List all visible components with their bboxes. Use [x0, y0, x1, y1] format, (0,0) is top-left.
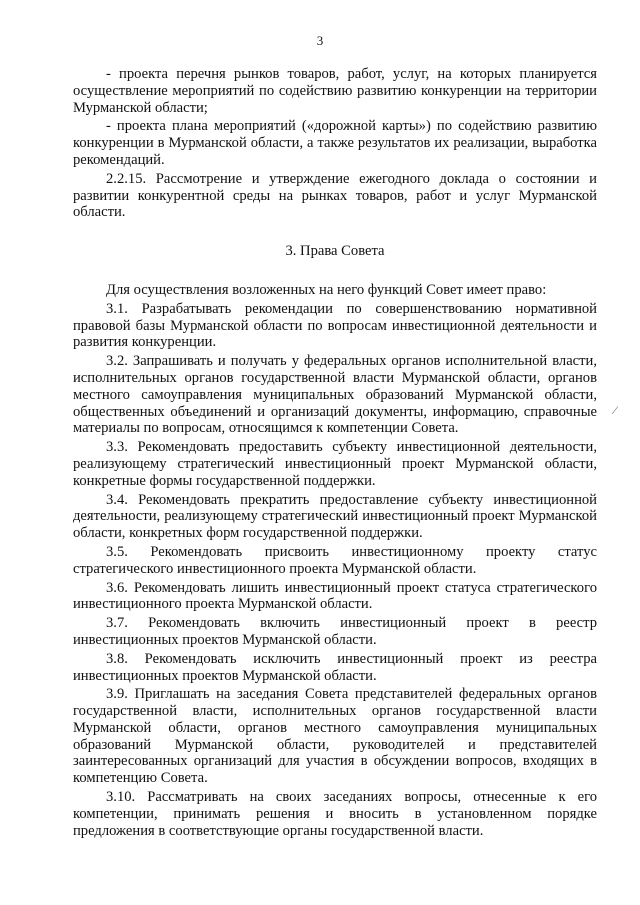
- right-3-9: 3.9. Приглашать на заседания Совета представителей федеральных органов государственной власти, исполнительных органов государственной власти Мурманской области, органов местного самоуправления муниципальных образований Мурманской области, руководителей и представителей заинтересованных организаций для участия в обсуждении вопросов, входящих в компетенцию Совета.: [73, 686, 597, 787]
- right-3-3: 3.3. Рекомендовать предоставить субъекту инвестиционной деятельности, реализующему стратегический инвестиционный проект Мурманской области, конкретные формы государственной поддержки.: [73, 439, 597, 489]
- paragraph-2-2-15: 2.2.15. Рассмотрение и утверждение ежегодного доклада о состоянии и развитии конкурентной среды на рынках товаров, работ и услуг Мурманской области.: [73, 170, 597, 221]
- right-3-7: 3.7. Рекомендовать включить инвестиционный проект в реестр инвестиционных проектов Мурманской области.: [73, 615, 597, 648]
- paragraph-intro: Для осуществления возложенных на него функций Совет имеет право:: [106, 281, 547, 298]
- right-3-5: 3.5. Рекомендовать присвоить инвестиционному проекту статус стратегического инвестиционного проекта Мурманской области.: [73, 543, 597, 577]
- paragraph-market-list: - проекта перечня рынков товаров, работ, услуг, на которых планируется осуществление мероприятий по содействию развитию конкуренции на территории Мурманской области;: [73, 66, 597, 116]
- page-number: 3: [316, 33, 324, 48]
- right-3-4: 3.4. Рекомендовать прекратить предоставление субъекту инвестиционной деятельности, реализующему стратегический инвестиционный проект Мурманской области, конкретных форм государственной поддержки.: [73, 491, 597, 542]
- document-body: [73, 64, 597, 839]
- right-3-2: 3.2. Запрашивать и получать у федеральных органов исполнительной власти, исполнительных органов государственной власти Мурманской области, органов местного самоуправления муниципальных образований Мурманской области, общественных объединений и организаций документы, информацию, справочные материалы по вопросам, относящимся к компетенции Совета.: [73, 353, 597, 437]
- right-3-6: 3.6. Рекомендовать лишить инвестиционный проект статуса стратегического инвестиционного проекта Мурманской области.: [73, 579, 597, 613]
- right-3-1: 3.1. Разрабатывать рекомендации по совершенствованию нормативной правовой базы Мурманской области по вопросам инвестиционной деятельности и развития конкуренции.: [73, 300, 597, 351]
- right-3-10: 3.10. Рассматривать на своих заседаниях вопросы, отнесенные к его компетенции, принимать решения и вносить в установленном порядке предложения в соответствующие органы государственной власти.: [73, 789, 597, 839]
- right-3-8: 3.8. Рекомендовать исключить инвестиционный проект из реестра инвестиционных проектов Мурманской области.: [73, 650, 597, 684]
- paragraph-roadmap: - проекта плана мероприятий («дорожной карты») по содействию развитию конкуренции в Мурманской области, а также результатов их реализации, выработка рекомендаций.: [73, 118, 597, 168]
- scan-artifact-mark: ⁄: [614, 403, 617, 417]
- section-heading: 3. Права Совета: [285, 243, 385, 260]
